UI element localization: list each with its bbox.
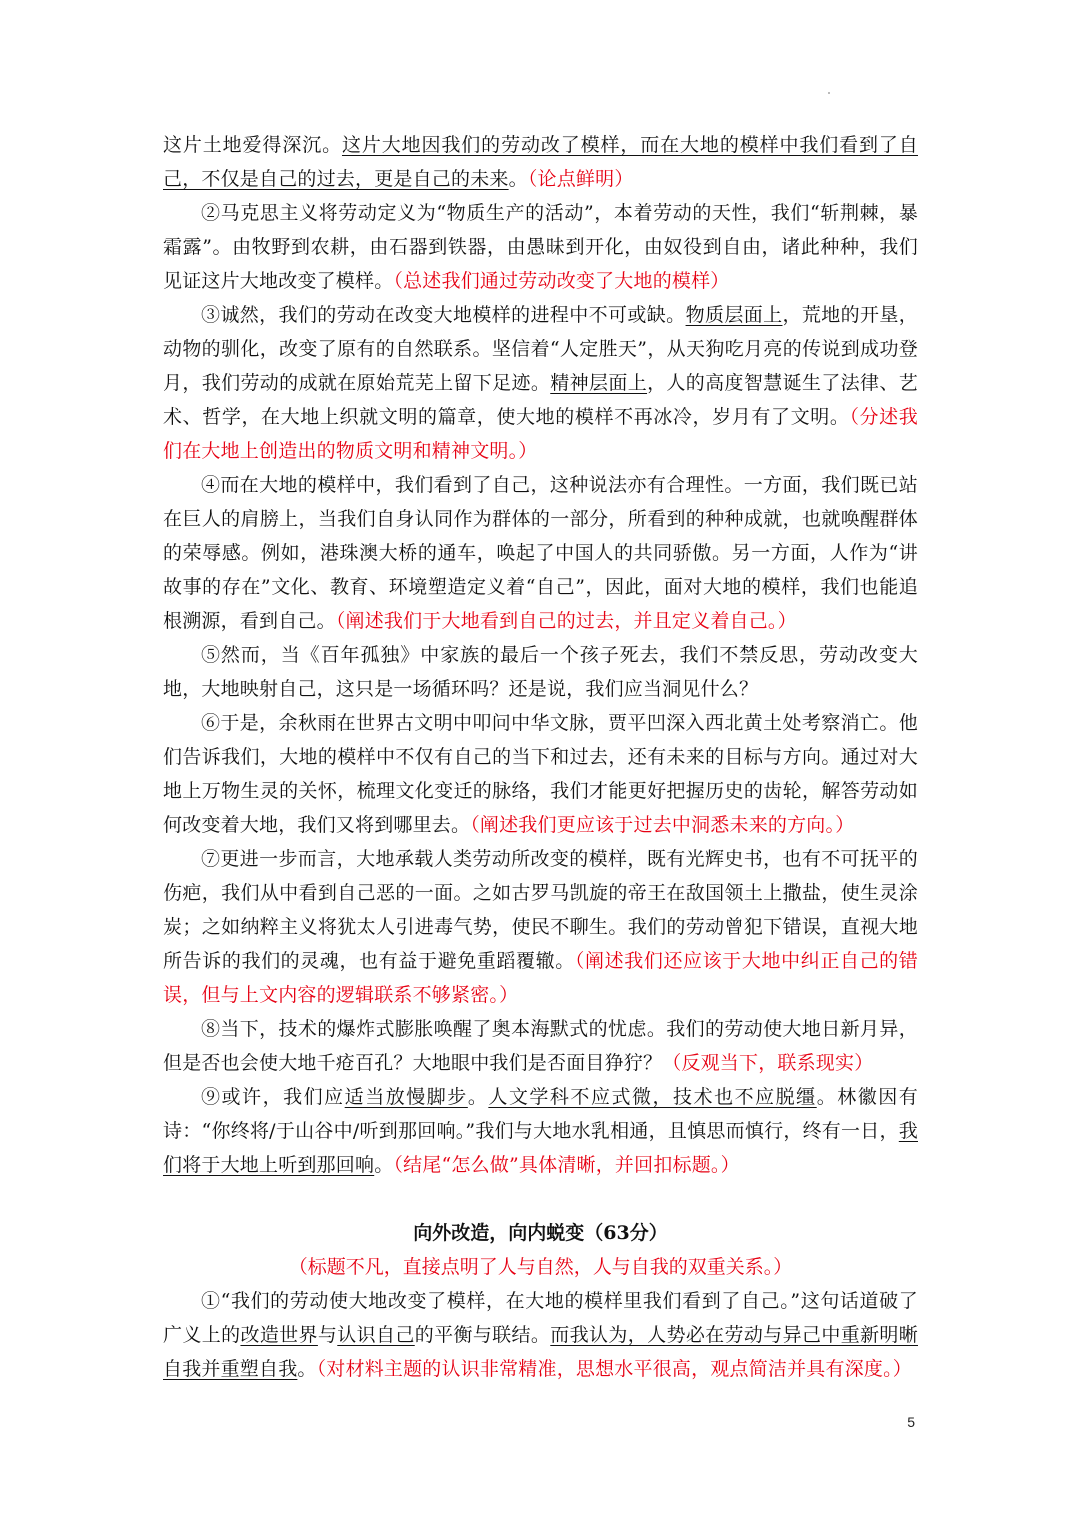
text-segment: 。 — [374, 1154, 394, 1176]
text-segment: ①“我们的劳动使大地改变了模样，在大地的模样里我们看到了自己。”这句话道破了广义上的 — [163, 1290, 918, 1346]
underlined-phrase: 我们将于大地上听到那回响 — [163, 1120, 918, 1176]
paragraph — [163, 842, 918, 1012]
paragraph — [163, 128, 918, 196]
underlined-phrase: 适当放慢脚步 — [344, 1086, 468, 1108]
text-segment: ⑨或许，我们应 — [201, 1086, 345, 1108]
underlined-phrase: 这片大地因我们的劳动改了模样，而在大地的模样中我们看到了自己，不仅是自己的过去，更是自己的未来 — [163, 134, 918, 190]
text-segment: 。林徽因有诗：“你终将/于山谷中/听到那回响。”我们与大地水乳相通，且慎思而慎行，终有一日， — [163, 1086, 919, 1142]
text-segment: ⑥于是，余秋雨在世界古文明中叩问中华文脉，贾平凹深入西北黄土处考察消亡。他们告诉我们，大地的模样中不仅有自己的当下和过去，还有未来的目标与方向。通过对大地上万物生灵的关怀，梳理文化变迁的脉络，我们才能更好把握历史的齿轮，解答劳动如何改变着大地，我们又将到哪里去。 — [163, 712, 918, 836]
text-segment: ③诚然，我们的劳动在改变大地模样的进程中不可或缺。 — [201, 304, 686, 326]
underlined-phrase: 而我认为，人势必在劳动与异己中重新明晰自我并重塑自我 — [163, 1324, 918, 1380]
annotation-comment: （阐述我们于大地看到自己的过去，并且定义着自己。） — [335, 610, 797, 632]
text-segment: ，荒地的开垦，动物的驯化，改变了原有的自然联系。坚信着“人定胜天”，从天狗吃月亮的传说到成功登月，我们劳动的成就在原始荒芜上留下足迹。 — [163, 304, 918, 394]
underlined-phrase: 认识自己 — [337, 1324, 415, 1346]
annotation-comment: （分述我们在大地上创造出的物质文明和精神文明。） — [163, 406, 918, 462]
text-segment: ⑦更进一步而言，大地承载人类劳动所改变的模样，既有光辉史书，也有不可抚平的伤疤，我们从中看到自己恶的一面。之如古罗马凯旋的帝王在敌国领土上撒盐，使生灵涂炭；之如纳粹主义将犹太人引进毒气势，使民不聊生。我们的劳动曾犯下错误，直视大地所告诉的我们的灵魂，也有益于避免重蹈覆辙。 — [163, 848, 918, 972]
text-segment: ，人的高度智慧诞生了法律、艺术、哲学，在大地上织就文明的篇章，使大地的模样不再冰冷，岁月有了文明。 — [163, 372, 918, 428]
paragraph — [163, 196, 918, 298]
text-segment: 这片土地爱得深沉。 — [163, 134, 342, 156]
essay-one-body — [163, 128, 918, 1182]
essay-two-title-comment: （标题不凡，直接点明了人与自然，人与自我的双重关系。） — [288, 1256, 793, 1278]
annotation-comment: （阐述我们还应该于大地中纠正自己的错误，但与上文内容的逻辑联系不够紧密。） — [163, 950, 918, 1006]
paragraph — [163, 1012, 918, 1080]
annotation-comment: （对材料主题的认识非常精准，思想水平很高，观点简洁并具有深度。） — [316, 1358, 913, 1380]
annotation-comment: （阐述我们更应该于过去中洞悉未来的方向。） — [470, 814, 855, 836]
paragraph — [163, 638, 918, 706]
text-segment: 。 — [467, 1086, 489, 1108]
text-segment: ④而在大地的模样中，我们看到了自己，这种说法亦有合理性。一方面，我们既已站在巨人的肩膀上，当我们自身认同作为群体的一部分，所看到的种种成就，也就唤醒群体的荣辱感。例如，港珠澳大桥的通车，唤起了中国人的共同骄傲。另一方面，人作为“讲故事的存在”文化、教育、环境塑造定义着“自己”，因此，面对大地的模样，我们也能追根溯源，看到自己。 — [163, 474, 918, 632]
paragraph — [163, 1080, 918, 1182]
essay-two-body — [163, 1284, 918, 1386]
underlined-phrase: 人文学科不应式微，技术也不应脱缰 — [488, 1086, 817, 1108]
text-segment: 。 — [297, 1358, 317, 1380]
text-segment: ⑤然而，当《百年孤独》中家族的最后一个孩子死去，我们不禁反思，劳动改变大地，大地映射自己，这只是一场循环吗？还是说，我们应当洞见什么？ — [163, 644, 918, 700]
essay-two-title: 向外改造，向内蜕变（63分） — [413, 1222, 668, 1244]
annotation-comment: （结尾“怎么做”具体清晰，并回扣标题。） — [393, 1154, 740, 1176]
paragraph — [163, 298, 918, 468]
paragraph — [163, 706, 918, 842]
paragraph — [163, 1284, 918, 1386]
annotation-comment: （论点鲜明） — [527, 168, 634, 190]
text-segment: ⑧当下，技术的爆炸式膨胀唤醒了奥本海默式的忧虑。我们的劳动使大地日新月异，但是否也会使大地千疮百孔？大地眼中我们是否面目狰狞？ — [163, 1018, 918, 1074]
annotation-comment: （总述我们通过劳动改变了大地的模样） — [393, 270, 730, 292]
page-number: 5 — [907, 1414, 915, 1430]
underlined-phrase: 物质层面上 — [685, 304, 783, 326]
paragraph — [163, 468, 918, 638]
scan-speck — [828, 92, 830, 94]
text-segment: ②马克思主义将劳动定义为“物质生产的活动”，本着劳动的天性，我们“斩荆棘，暴霜露”。由牧野到农耕，由石器到铁器，由愚昧到开化，由奴役到自由，诸此种种，我们见证这片大地改变了模样。 — [163, 202, 918, 292]
essay-two-heading — [163, 1216, 918, 1284]
text-segment: 的平衡与联结。 — [414, 1324, 551, 1346]
underlined-phrase: 改造世界 — [240, 1324, 318, 1346]
text-segment: 。 — [508, 168, 528, 190]
annotation-comment: （反观当下，联系现实） — [662, 1052, 874, 1074]
document-body — [163, 128, 918, 1386]
text-segment: 与 — [317, 1324, 338, 1346]
underlined-phrase: 精神层面上 — [550, 372, 648, 394]
